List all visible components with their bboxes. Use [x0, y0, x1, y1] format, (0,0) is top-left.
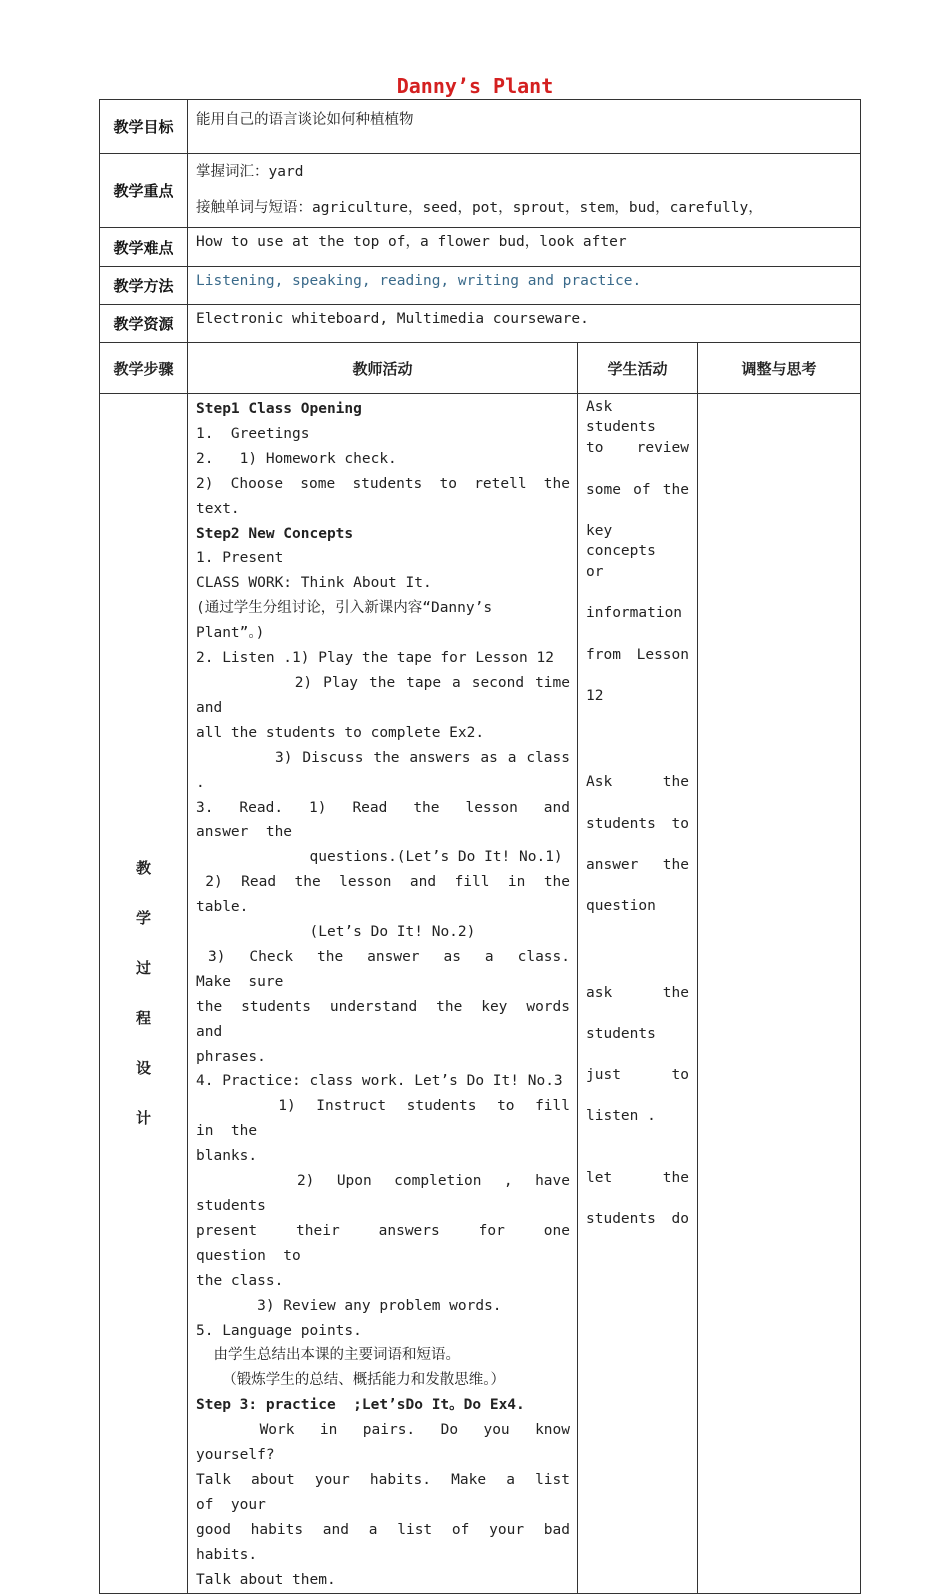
student-line: question: [586, 898, 656, 915]
header-steps: 教学步骤: [100, 343, 188, 394]
teacher-activity: [188, 394, 588, 1594]
student-line: students to: [586, 815, 689, 832]
teacher-line: Plant”。): [196, 625, 265, 642]
process-label-char: 教: [135, 859, 151, 878]
key-points-line-2: 接触单词与短语：agriculture，seed，pot，sprout，stem，bud，carefully，: [196, 200, 763, 216]
teacher-line: blanks.: [196, 1148, 258, 1165]
label-resources: 教学资源: [100, 305, 188, 343]
teacher-line: CLASS WORK: Think About It.: [196, 575, 432, 592]
step-heading: Step1 Class Opening: [196, 401, 362, 417]
student-line: from Lesson: [586, 646, 689, 663]
label-method: 教学方法: [100, 267, 188, 305]
student-line: key concepts: [586, 522, 656, 559]
teacher-line: phrases.: [196, 1048, 266, 1065]
process-label-char: 设: [135, 1059, 151, 1078]
student-line: 12: [586, 688, 604, 705]
row-resources: [100, 305, 861, 343]
teacher-line: 由学生总结出本课的主要词语和短语。: [196, 1347, 460, 1364]
label-key-points: 教学重点: [100, 154, 188, 228]
student-line: some of the: [586, 481, 689, 498]
teacher-line: (Let’s Do It! No.2): [196, 924, 476, 941]
student-line: students: [586, 1025, 656, 1042]
student-line: Ask the: [586, 774, 689, 791]
teacher-line: 2) Read the lesson and fill in the table.: [196, 874, 588, 916]
teacher-line: 2. 1) Homework check.: [196, 450, 397, 467]
teacher-line: Talk about them.: [196, 1571, 336, 1588]
header-reflection: 调整与思考: [698, 343, 861, 394]
student-line: listen .: [586, 1108, 656, 1125]
teacher-line: 5. Language points.: [196, 1322, 362, 1339]
label-objective: 教学目标: [100, 100, 188, 154]
teacher-line: the students understand the key words and: [196, 998, 588, 1040]
teacher-line: 3) Review any problem words.: [196, 1297, 502, 1314]
student-line: Ask students: [586, 399, 656, 435]
teacher-line: 3) Check the answer as a class. Make sure: [196, 948, 588, 990]
label-difficulties: 教学难点: [100, 228, 188, 267]
student-line: or: [586, 564, 604, 581]
teacher-line: 2) Choose some students to retell the text.: [196, 475, 579, 517]
teacher-line: (通过学生分组讨论，引入新课内容“Danny’s: [196, 600, 493, 617]
row-process: [100, 394, 861, 1594]
process-label-char: 计: [135, 1109, 151, 1128]
student-line: let the: [586, 1169, 689, 1186]
key-points-line-1: 掌握词汇：yard: [196, 164, 304, 180]
teacher-line: 3. Read. 1) Read the lesson and answer the: [196, 799, 588, 841]
teacher-line: questions.(Let’s Do It! No.1): [196, 849, 563, 866]
teacher-line: good habits and a list of your bad habits.: [196, 1521, 588, 1563]
teacher-line: 1. Present: [196, 550, 284, 567]
teacher-line: 3) Discuss the answers as a class .: [196, 749, 579, 791]
teacher-line: Work in pairs. Do you know yourself?: [196, 1422, 588, 1464]
teacher-line: 1. Greetings: [196, 425, 310, 442]
difficulties-text: How to use at the top of，a flower bud，look after: [188, 228, 861, 267]
method-text: Listening, speaking, reading, writing and practice.: [188, 267, 861, 305]
teacher-line: Talk about your habits. Make a list of your: [196, 1471, 588, 1513]
resources-text: Electronic whiteboard, Multimedia courseware.: [188, 305, 861, 343]
objective-text: 能用自己的语言谈论如何种植植物: [188, 100, 861, 154]
row-key-points: [100, 154, 861, 228]
header-student: 学生活动: [578, 343, 698, 394]
student-line: information: [586, 605, 683, 622]
teacher-line: 4. Practice: class work. Let’s Do It! No.3: [196, 1073, 563, 1090]
teacher-line: present their answers for one question to: [196, 1222, 588, 1264]
row-objective: [100, 100, 861, 154]
reflection-cell: [698, 394, 861, 1594]
student-line: to review: [586, 440, 689, 457]
teacher-line: 2) Play the tape a second time and: [196, 674, 579, 716]
student-line: ask the: [586, 984, 689, 1001]
student-activity: [578, 394, 698, 1594]
step-heading: Step 3: practice ;Let’sDo It。Do Ex4.: [196, 1397, 525, 1414]
student-line: just to: [586, 1067, 689, 1084]
process-label-char: 过: [135, 959, 151, 978]
header-teacher: 教师活动: [188, 343, 578, 394]
process-label-char: 程: [135, 1009, 151, 1028]
teacher-line: the class.: [196, 1272, 284, 1289]
row-header: [100, 343, 861, 394]
process-label: [100, 394, 188, 1594]
teacher-line: （锻炼学生的总结、概括能力和发散思维。）: [196, 1372, 505, 1389]
teacher-line: 2) Upon completion , have students: [196, 1173, 588, 1214]
key-points-cell: [188, 154, 861, 228]
process-label-char: 学: [135, 909, 151, 928]
teacher-line: all the students to complete Ex2.: [196, 724, 485, 741]
lesson-plan-table: [99, 99, 861, 1594]
teacher-line: 2. Listen .1) Play the tape for Lesson 12: [196, 650, 554, 667]
teacher-line: 1) Instruct students to fill in the: [196, 1098, 588, 1140]
step-heading: Step2 New Concepts: [196, 525, 354, 542]
page-title: Danny’s Plant: [396, 74, 554, 98]
row-method: [100, 267, 861, 305]
row-difficulties: [100, 228, 861, 267]
student-line: students do: [586, 1211, 689, 1228]
student-line: answer the: [586, 856, 689, 873]
